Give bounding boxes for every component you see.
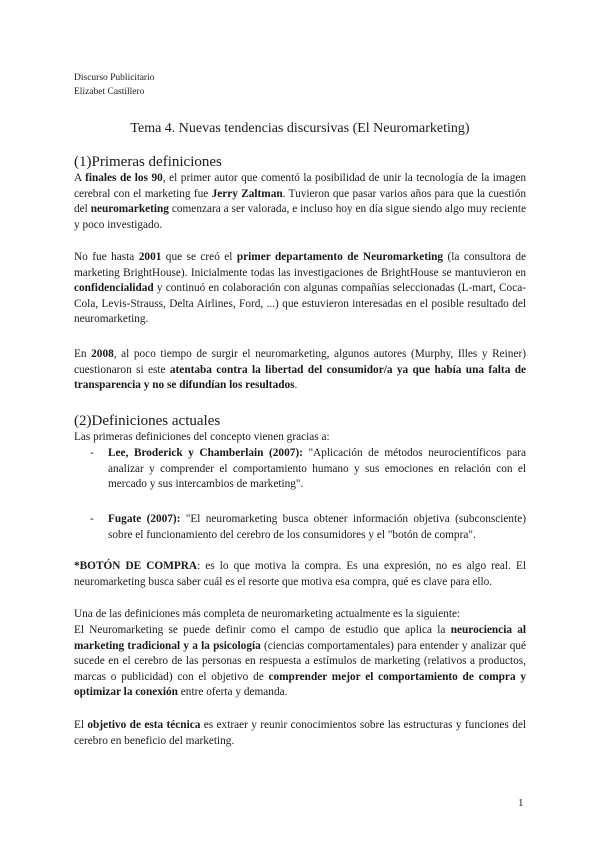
section1-paragraph-2: No fue hasta 2001 que se creó el primer departamento de Neuromarketing (la consultora de marketing BrightHouse). Inicialmente todas las investigaciones de BrightHouse se mantuvieron en confidencialidad y continuó en colaboración con algunas compañías seleccionadas (L-mart, Coca-Cola, Levis-Strauss, Delta Airlines, Ford, ...) que estuvieron interesadas en el posible resultado del neuromarketing.	[74, 251, 526, 326]
list-dash: -	[90, 447, 94, 459]
section2-paragraph-definition-intro: Una de las definiciones más completa de neuromarketing actualmente es la siguiente:	[74, 608, 461, 620]
section2-paragraph-definition: El Neuromarketing se puede definir como el campo de estudio que aplica la neurociencia al marketing tradicional y a la psicología (ciencias comportamentales) para entender y analizar qué sucede en el cerebro de las personas en respuesta a estímulos de marketing (relativos a productos, marcas o publicidad) con el objetivo de comprender mejor el comportamiento de compra y optimizar la conexión entre oferta y demanda.	[74, 624, 527, 699]
boton-de-compra-note: *BOTÓN DE COMPRA: es lo que motiva la compra. Es una expresión, no es algo real. El neuromarketing busca saber cuál es el resorte que motiva esa compra, qué es clave para ello.	[74, 560, 526, 588]
header-course: Discurso Publicitario	[74, 73, 155, 83]
section1-heading: (1)Primeras definiciones	[74, 154, 222, 170]
section1-paragraph-1: A finales de los 90, el primer autor que comentó la posibilidad de unir la tecnología de la imagen cerebral con el marketing fue Jerry Zaltman. Tuvieron que pasar varios años para que la cuestión del neuromarketing comenzara a ser valorada, e incluso hoy en día sigue siendo algo muy reciente y poco investigado.	[74, 172, 527, 231]
list-item-text: Lee, Broderick y Chamberlain (2007): "Aplicación de métodos neurocientíficos para analizar y comprender el comportamiento humano y sus emociones en relación con el mercado y sus intercambios de marketing".	[108, 447, 526, 491]
page-title: Tema 4. Nuevas tendencias discursivas (El Neuromarketing)	[130, 121, 470, 136]
section2-paragraph-objective: El objetivo de esta técnica es extraer y reunir conocimientos sobre las estructuras y funciones del cerebro en beneficio del marketing.	[74, 719, 526, 747]
list-item-text: Fugate (2007): "El neuromarketing busca obtener información objetiva (subconsciente) sobre el funcionamiento del cerebro de los consumidores y el "botón de compra".	[108, 513, 526, 541]
header-author: Elizabet Castillero	[74, 87, 145, 97]
list-dash: -	[90, 513, 94, 525]
section1-paragraph-3: En 2008, al poco tiempo de surgir el neuromarketing, algunos autores (Murphy, Illes y Reiner) cuestionaron si este atentaba contra la libertad del consumidor/a ya que había una falta de transparencia y no se difundían los resultados.	[74, 348, 526, 392]
section2-intro: Las primeras definiciones del concepto vienen gracias a:	[74, 431, 330, 443]
section2-heading: (2)Definiciones actuales	[74, 413, 221, 429]
page-number: 1	[518, 797, 524, 809]
